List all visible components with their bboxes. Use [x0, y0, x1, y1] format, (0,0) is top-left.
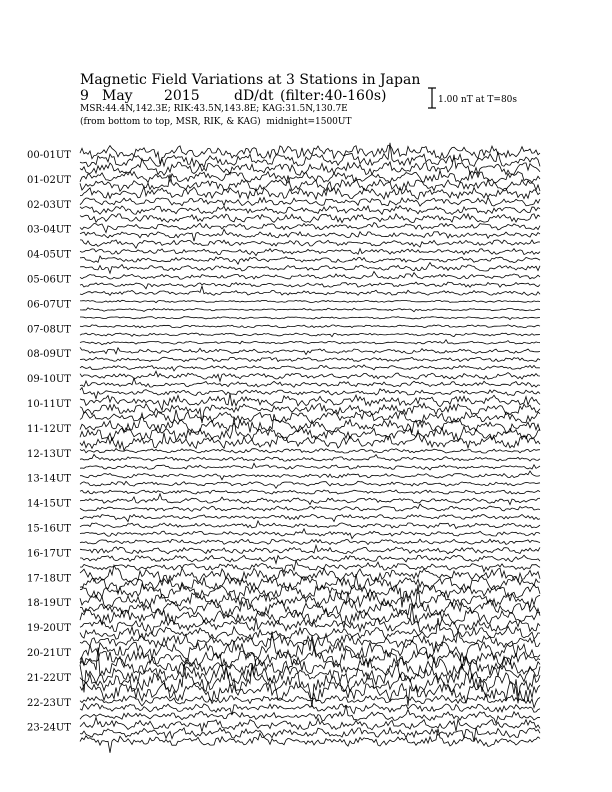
hour-label: 00-01UT	[27, 150, 71, 161]
trace-kag	[80, 300, 540, 302]
trace-rik	[80, 481, 540, 488]
trace-msr	[80, 388, 540, 399]
trace-kag	[80, 272, 540, 280]
hour-label: 23-24UT	[27, 722, 71, 734]
hour-label: 15-16UT	[27, 523, 71, 535]
trace-msr	[80, 286, 540, 295]
hour-label: 05-06UT	[27, 274, 71, 286]
date-day: 9	[80, 88, 89, 104]
trace-rik	[80, 403, 540, 423]
chart-title: Magnetic Field Variations at 3 Stations in Japan	[80, 72, 421, 88]
hour-label: 03-04UT	[27, 224, 71, 236]
hour-label: 08-09UT	[27, 349, 71, 361]
trace-kag	[80, 249, 540, 256]
trace-rik	[80, 256, 540, 264]
date-month: May	[102, 88, 133, 104]
trace-kag	[80, 347, 540, 354]
trace-msr	[80, 340, 540, 345]
trace-rik	[80, 357, 540, 361]
trace-msr	[80, 240, 540, 248]
hour-label: 19-20UT	[27, 623, 71, 635]
trace-rik	[80, 529, 540, 539]
trace-kag	[80, 371, 540, 381]
hour-label: 13-14UT	[27, 473, 71, 485]
date-year: 2015	[164, 88, 200, 104]
trace-rik	[80, 378, 540, 387]
hour-label: 20-21UT	[27, 648, 71, 659]
trace-msr	[80, 365, 540, 371]
trace-msr	[80, 514, 540, 521]
trace-msr	[80, 463, 540, 470]
trace-kag	[80, 545, 540, 554]
filter-label: (filter:40-160s)	[280, 88, 387, 104]
hour-label: 17-18UT	[27, 573, 71, 585]
hour-label: 04-05UT	[27, 249, 71, 261]
trace-rik	[80, 206, 540, 215]
hour-label: 21-22UT	[27, 672, 71, 684]
hour-label: 16-17UT	[27, 548, 71, 560]
hour-label: 06-07UT	[27, 299, 71, 311]
trace-kag	[80, 449, 540, 453]
trace-msr	[80, 561, 540, 572]
trace-msr	[80, 187, 540, 200]
trace-rik	[80, 454, 540, 461]
trace-kag	[80, 494, 540, 505]
hour-label: 07-08UT	[27, 324, 71, 336]
trace-kag	[80, 223, 540, 233]
hour-label: 18-19UT	[27, 598, 71, 610]
trace-msr	[80, 263, 540, 274]
trace-kag	[80, 325, 540, 328]
trace-msr	[80, 317, 540, 320]
trace-kag	[80, 471, 540, 480]
hour-label: 09-10UT	[27, 374, 71, 386]
order-note: (from bottom to top, MSR, RIK, & KAG)	[80, 117, 261, 127]
hour-label: 22-23UT	[27, 697, 71, 709]
trace-rik	[80, 174, 540, 191]
hour-label: 10-11UT	[27, 399, 71, 410]
trace-kag	[80, 717, 540, 731]
trace-kag	[80, 394, 540, 411]
trace-rik	[80, 308, 540, 312]
hour-label: 12-13UT	[27, 448, 71, 460]
trace-rik	[80, 333, 540, 337]
stations-line: MSR:44.4N,142.3E; RIK:43.5N,143.8E; KAG:31.5N,130.7E	[80, 104, 348, 114]
midnight-note: midnight=1500UT	[266, 117, 352, 127]
scale-label: 1.00 nT at T=80s	[438, 95, 518, 105]
trace-msr	[80, 490, 540, 494]
hour-label: 11-12UT	[27, 423, 71, 435]
trace-kag	[80, 145, 540, 164]
hour-label: 01-02UT	[27, 174, 71, 186]
trace-kag	[80, 197, 540, 206]
trace-msr	[80, 214, 540, 223]
trace-kag	[80, 521, 540, 529]
quantity-label: dD/dt	[234, 88, 274, 104]
trace-rik	[80, 555, 540, 563]
hour-label: 02-03UT	[27, 199, 71, 211]
trace-msr	[80, 539, 540, 544]
hour-label: 14-15UT	[27, 498, 71, 510]
trace-rik	[80, 282, 540, 289]
trace-rik	[80, 229, 540, 241]
